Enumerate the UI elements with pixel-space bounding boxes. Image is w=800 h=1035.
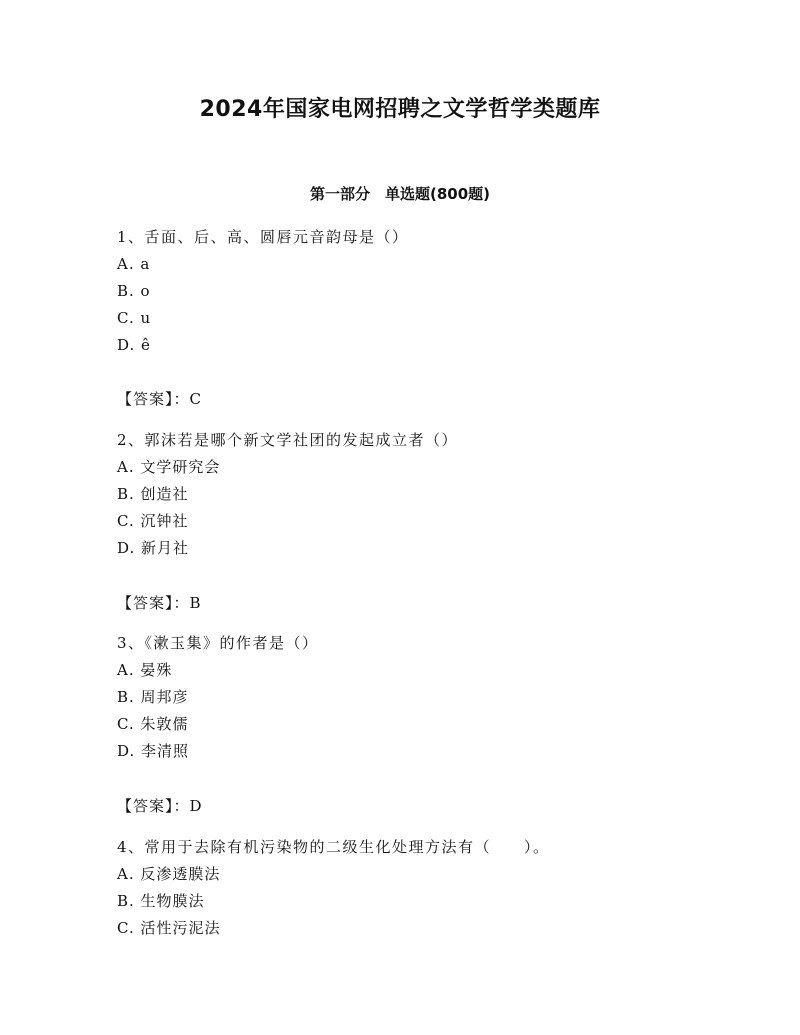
question-stem: 2、郭沫若是哪个新文学社团的发起成立者（） bbox=[117, 431, 459, 449]
answer-line: 【答案】：D bbox=[117, 797, 203, 815]
option-a: A. 反渗透膜法 bbox=[117, 865, 221, 883]
option-b: B. 生物膜法 bbox=[117, 892, 205, 910]
option-c: C. 沉钟社 bbox=[117, 512, 189, 530]
option-d: D. 李清照 bbox=[117, 742, 190, 760]
option-b: B. 创造社 bbox=[117, 485, 189, 503]
option-c: C. u bbox=[117, 309, 152, 327]
question-stem: 4、常用于去除有机污染物的二级生化处理方法有（ ）。 bbox=[117, 838, 550, 856]
answer-line: 【答案】：B bbox=[117, 594, 202, 612]
answer-line: 【答案】：C bbox=[117, 390, 202, 408]
option-b: B. o bbox=[117, 282, 151, 300]
option-d: D. 新月社 bbox=[117, 539, 190, 557]
option-c: C. 活性污泥法 bbox=[117, 919, 221, 937]
option-a: A. 文学研究会 bbox=[117, 458, 221, 476]
option-d: D. ê bbox=[117, 336, 151, 354]
section-title: 第一部分 单选题(800题) bbox=[309, 185, 491, 203]
question-stem: 1、舌面、后、高、圆唇元音韵母是（） bbox=[117, 228, 409, 246]
document-title: 2024年国家电网招聘之文学哲学类题库 bbox=[199, 97, 601, 122]
question-stem: 3、《漱玉集》的作者是（） bbox=[117, 634, 319, 652]
option-a: A. a bbox=[117, 255, 151, 273]
option-a: A. 晏殊 bbox=[117, 661, 173, 679]
option-b: B. 周邦彦 bbox=[117, 688, 189, 706]
option-c: C. 朱敦儒 bbox=[117, 715, 189, 733]
